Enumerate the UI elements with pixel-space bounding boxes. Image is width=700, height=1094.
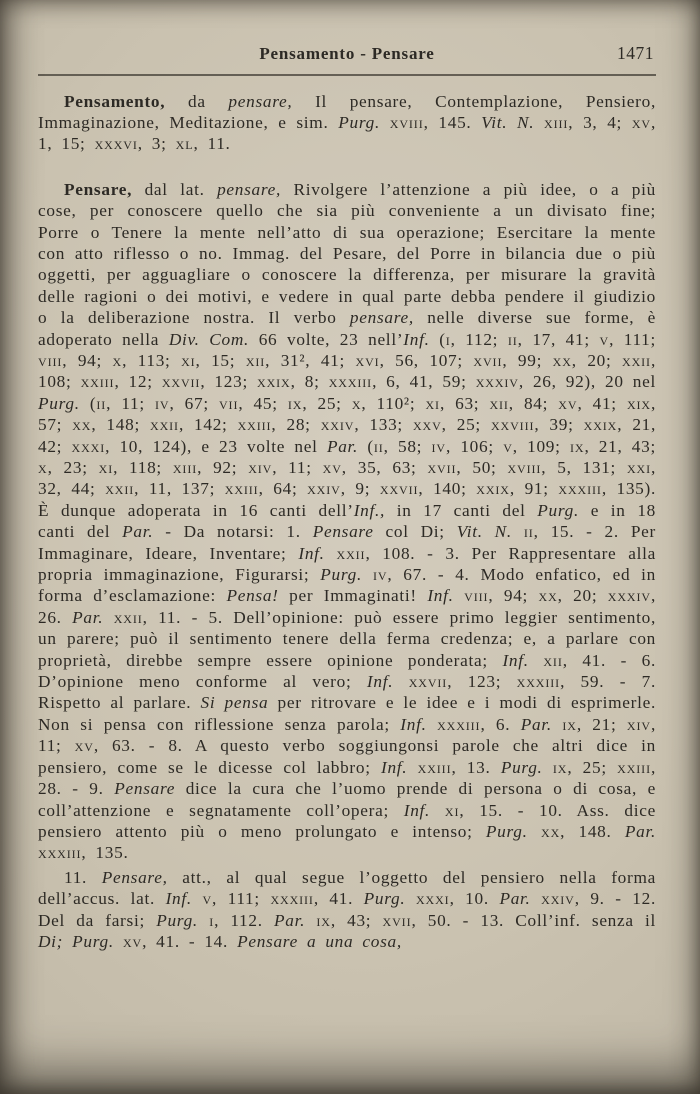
entry-pensamento: Pensamento, da pensare, Il pensare, Contemplazione, Pensiero, Immaginazione, Meditazione, e sim. Purg. xviii, 145. Vit. N. xiii, 3, 4; xv, 1, 15; xxxvi, 3; xl, 11.	[38, 91, 656, 154]
header-rule	[38, 74, 656, 76]
entry-pensare-continued: 11. Pensare, att., al qual segue l’oggetto del pensiero nella forma dell’accus. lat. Inf. v, 111; xxxiii, 41. Purg. xxxi, 10. Par. xxiv, 9. - 12. Del da farsi; Purg. i, 112. Par. ix, 43; xvii, 50. - 13. Coll’inf. senza il Di; Purg. xv, 41. - 14. Pensare a una cosa,	[38, 867, 657, 951]
page-number: 1471	[617, 43, 654, 63]
running-title: Pensamento - Pensare	[259, 44, 435, 63]
page-content	[38, 44, 656, 952]
entry-pensare: Pensare, dal lat. pensare, Rivolgere l’attenzione a più idee, o a più cose, per conoscere quello che sia più conveniente a un divisato fine; Porre o Tenere la mente nell’atto di sua operazione; Esercitare la mente con atto riflesso o no. Immag. del Pesare, del Porre in bilancia due o più oggetti, per agguagliare o conoscere la differenza, per misurare la gravità delle ragioni o dei motivi, e vedere in qual parte debba pendere il giudizio o la deliberazione nostra. Il verbo pensare, nelle diverse sue forme, è adoperato nella Div. Com. 66 volte, 23 nell’Inf. (i, 112; ii, 17, 41; v, 111; viii, 94; x, 113; xi, 15; xii, 31², 41; xvi, 56, 107; xvii, 99; xx, 20; xxii, 108; xxiii, 12; xxvii, 123; xxix, 8; xxxiii, 6, 41, 59; xxxiv, 26, 92), 20 nel Purg. (ii, 11; iv, 67; vii, 45; ix, 25; x, 110²; xi, 63; xii, 84; xv, 41; xix, 57; xx, 148; xxii, 142; xxiii, 28; xxiv, 133; xxv, 25; xxviii, 39; xxix, 21, 42; xxxi, 10, 124), e 23 volte nel Par. (ii, 58; iv, 106; v, 109; ix, 21, 43; x, 23; xi, 118; xiii, 92; xiv, 11; xv, 35, 63; xvii, 50; xviii, 5, 131; xxi, 32, 44; xxii, 11, 137; xxiii, 64; xxiv, 9; xxvii, 140; xxix, 91; xxxiii, 135). È dunque adoperata in 16 canti dell’Inf., in 17 canti del Purg. e in 18 canti del Par. - Da notarsi: 1. Pensare col Di; Vit. N. ii, 15. - 2. Per Immaginare, Ideare, Inventare; Inf. xxii, 108. - 3. Per Rappresentare alla propria immaginazione, Figurarsi; Purg. iv, 67. - 4. Modo enfatico, ed in forma d’esclamazione: Pensa! per Immaginati! Inf. viii, 94; xx, 20; xxxiv, 26. Par. xxii, 11. - 5. Dell’opinione: può essere primo leggier sentimento, un parere; può il sentimento tenere della ferma credenza; e, a parlare con proprietà, direbbe sempre essere opinione ponderata; Inf. xii, 41. - 6. D’opinione meno conforme al vero; Inf. xxvii, 123; xxxiii, 59. - 7. Rispetto al parlare. Si pensa per ritrovare e le idee e i modi di esprimerle. Non si pensa con riflessione senza parola; Inf. xxxiii, 6. Par. ix, 21; xiv, 11; xv, 63. - 8. A questo verbo soggiungonsi parole che altri dice in pensiero, come se le dicesse col labbro; Inf. xxiii, 13. Purg. ix, 25; xxiii, 28. - 9. Pensare dice la cura che l’uomo prende di persona o di cosa, e coll’attenzione e segnatamente coll’opera; Inf. xi, 15. - 10. Ass. dice pensiero attento più o meno prolungato e intenso; Purg. xx, 148. Par. xxxiii, 135.	[38, 179, 657, 863]
page-header	[38, 44, 656, 66]
dictionary-text	[38, 91, 656, 953]
